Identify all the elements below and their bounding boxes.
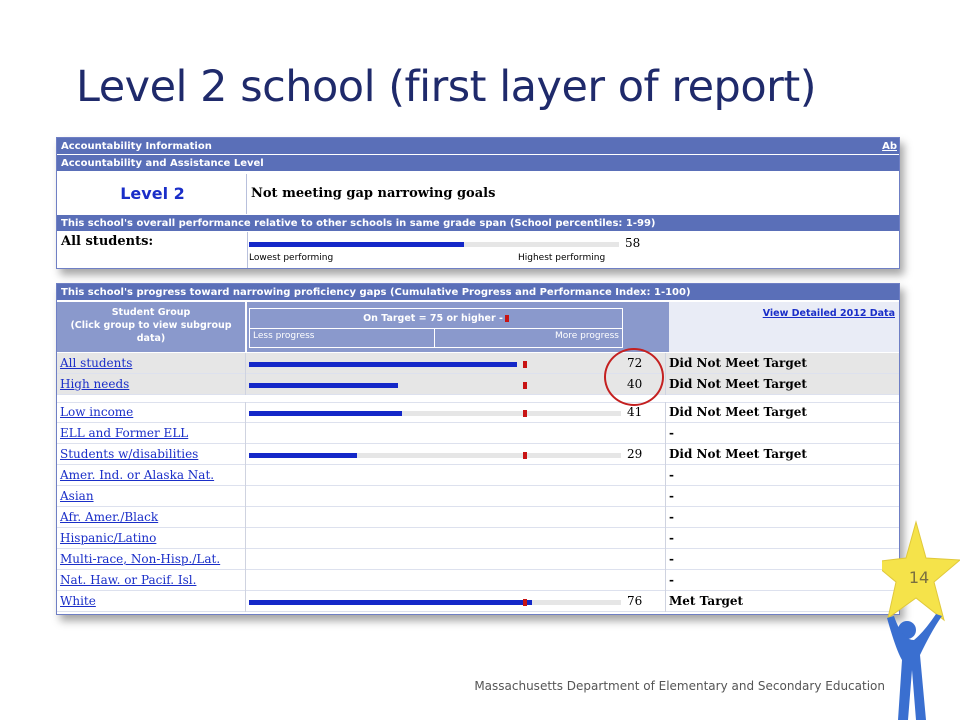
gap-progress-panel xyxy=(56,283,900,615)
column-divider xyxy=(665,423,666,444)
table-row xyxy=(57,402,900,423)
detail-header-cell xyxy=(669,302,900,352)
target-marker-icon xyxy=(523,361,527,368)
target-marker-icon xyxy=(505,315,509,322)
page-number: 14 xyxy=(908,568,930,587)
student-group-column-header xyxy=(57,302,245,352)
column-divider xyxy=(665,549,666,570)
target-status: Did Not Meet Target xyxy=(669,405,807,419)
table-row xyxy=(57,486,900,507)
percentile-bar-track xyxy=(249,242,619,247)
target-status: Did Not Meet Target xyxy=(669,377,807,391)
column-divider xyxy=(245,486,246,507)
progress-bar-track xyxy=(249,453,621,458)
student-group-link[interactable]: White xyxy=(60,594,96,608)
cppi-value: 72 xyxy=(627,356,643,370)
table-row xyxy=(57,423,900,444)
column-divider xyxy=(245,507,246,528)
table-row xyxy=(57,507,900,528)
table-row xyxy=(57,353,900,374)
column-divider xyxy=(245,423,246,444)
cppi-value: 29 xyxy=(627,447,643,461)
column-divider xyxy=(665,507,666,528)
target-status: - xyxy=(669,510,674,524)
column-divider xyxy=(245,374,246,395)
highest-performing-label: Highest performing xyxy=(518,253,606,263)
student-group-link[interactable]: Afr. Amer./Black xyxy=(60,510,159,524)
student-group-link[interactable]: ELL and Former ELL xyxy=(60,426,189,440)
table-row xyxy=(57,444,900,465)
target-status: - xyxy=(669,426,674,440)
target-status: - xyxy=(669,489,674,503)
progress-bar-track xyxy=(249,411,621,416)
student-group-link[interactable]: Nat. Haw. or Pacif. Isl. xyxy=(60,573,197,587)
slide-title: Level 2 school (first layer of report) xyxy=(76,62,816,112)
percentile-bar-fill xyxy=(249,242,464,247)
on-target-label: On Target = 75 or higher - xyxy=(363,313,503,324)
column-divider xyxy=(665,444,666,465)
progress-bar-fill xyxy=(249,362,517,367)
column-divider xyxy=(665,591,666,612)
column-divider xyxy=(245,528,246,549)
target-marker-icon xyxy=(523,599,527,606)
more-progress-label: More progress xyxy=(554,331,619,341)
student-group-link[interactable]: Asian xyxy=(60,489,94,503)
column-divider xyxy=(245,444,246,465)
about-link[interactable]: Ab xyxy=(882,141,897,152)
legend-divider xyxy=(250,328,622,329)
column-divider xyxy=(245,549,246,570)
detail-column-header xyxy=(667,302,900,352)
accountability-panel xyxy=(56,137,900,269)
student-group-subheading: (Click group to view subgroup data) xyxy=(70,320,232,344)
column-divider xyxy=(665,374,666,395)
column-divider xyxy=(245,353,246,374)
table-row xyxy=(57,570,900,591)
column-divider xyxy=(665,528,666,549)
cppi-value: 41 xyxy=(627,405,643,419)
gap-progress-header: This school's progress toward narrowing proficiency gaps (Cumulative Progress and Performance Index: 1-100) xyxy=(57,284,899,301)
level-value: Level 2 xyxy=(59,174,247,214)
level-description: Not meeting gap narrowing goals xyxy=(251,186,496,201)
column-divider xyxy=(665,465,666,486)
lowest-performing-label: Lowest performing xyxy=(249,253,334,263)
table-row xyxy=(57,465,900,486)
slide-footer: Massachusetts Department of Elementary and Secondary Education xyxy=(474,679,885,693)
target-marker-icon xyxy=(523,410,527,417)
column-divider xyxy=(245,465,246,486)
table-row xyxy=(57,374,900,395)
legend-mid-divider xyxy=(434,328,435,348)
student-group-link[interactable]: High needs xyxy=(60,377,130,391)
column-divider xyxy=(665,353,666,374)
assistance-level-header: Accountability and Assistance Level xyxy=(57,155,899,172)
student-group-link[interactable]: Amer. Ind. or Alaska Nat. xyxy=(60,468,215,482)
column-divider xyxy=(247,232,248,268)
table-row xyxy=(57,549,900,570)
target-status: - xyxy=(669,531,674,545)
on-target-title xyxy=(250,313,622,324)
on-target-column-header xyxy=(247,302,667,352)
progress-bar-track xyxy=(249,362,621,367)
percentile-header: This school's overall performance relative to other schools in same grade span (School percentiles: 1-99) xyxy=(57,215,900,232)
accountability-info-title: Accountability Information xyxy=(61,141,212,152)
target-status: Met Target xyxy=(669,594,744,608)
progress-bar-fill xyxy=(249,383,398,388)
progress-bar-fill xyxy=(249,411,402,416)
table-row xyxy=(57,591,900,612)
column-divider xyxy=(245,591,246,612)
student-group-heading: Student Group xyxy=(111,307,191,318)
star-mascot-icon xyxy=(882,520,960,720)
student-group-link[interactable]: All students xyxy=(60,356,133,370)
accountability-info-header xyxy=(57,138,899,155)
column-divider xyxy=(665,402,666,423)
column-divider xyxy=(245,402,246,423)
target-marker-icon xyxy=(523,452,527,459)
highlight-circle xyxy=(604,348,664,406)
student-group-link[interactable]: Low income xyxy=(60,405,134,419)
on-target-legend xyxy=(249,308,623,348)
target-status: Did Not Meet Target xyxy=(669,356,807,370)
target-marker-icon xyxy=(523,382,527,389)
table-row xyxy=(57,528,900,549)
column-divider xyxy=(245,570,246,591)
progress-bar-track xyxy=(249,383,621,388)
view-detailed-data-link[interactable]: View Detailed 2012 Data xyxy=(762,308,895,319)
less-progress-label: Less progress xyxy=(253,331,315,341)
progress-bar-track xyxy=(249,600,621,605)
all-students-label: All students: xyxy=(61,234,154,249)
column-divider xyxy=(665,570,666,591)
student-group-link[interactable]: Hispanic/Latino xyxy=(60,531,157,545)
student-group-link[interactable]: Students w/disabilities xyxy=(60,447,199,461)
progress-bar-fill xyxy=(249,453,357,458)
progress-bar-fill xyxy=(249,600,532,605)
target-status: - xyxy=(669,573,674,587)
percentile-value: 58 xyxy=(625,236,641,250)
target-status: Did Not Meet Target xyxy=(669,447,807,461)
student-group-link[interactable]: Multi-race, Non-Hisp./Lat. xyxy=(60,552,221,566)
cppi-value: 76 xyxy=(627,594,643,608)
column-divider xyxy=(665,486,666,507)
target-status: - xyxy=(669,468,674,482)
cppi-value: 40 xyxy=(627,377,643,391)
target-status: - xyxy=(669,552,674,566)
